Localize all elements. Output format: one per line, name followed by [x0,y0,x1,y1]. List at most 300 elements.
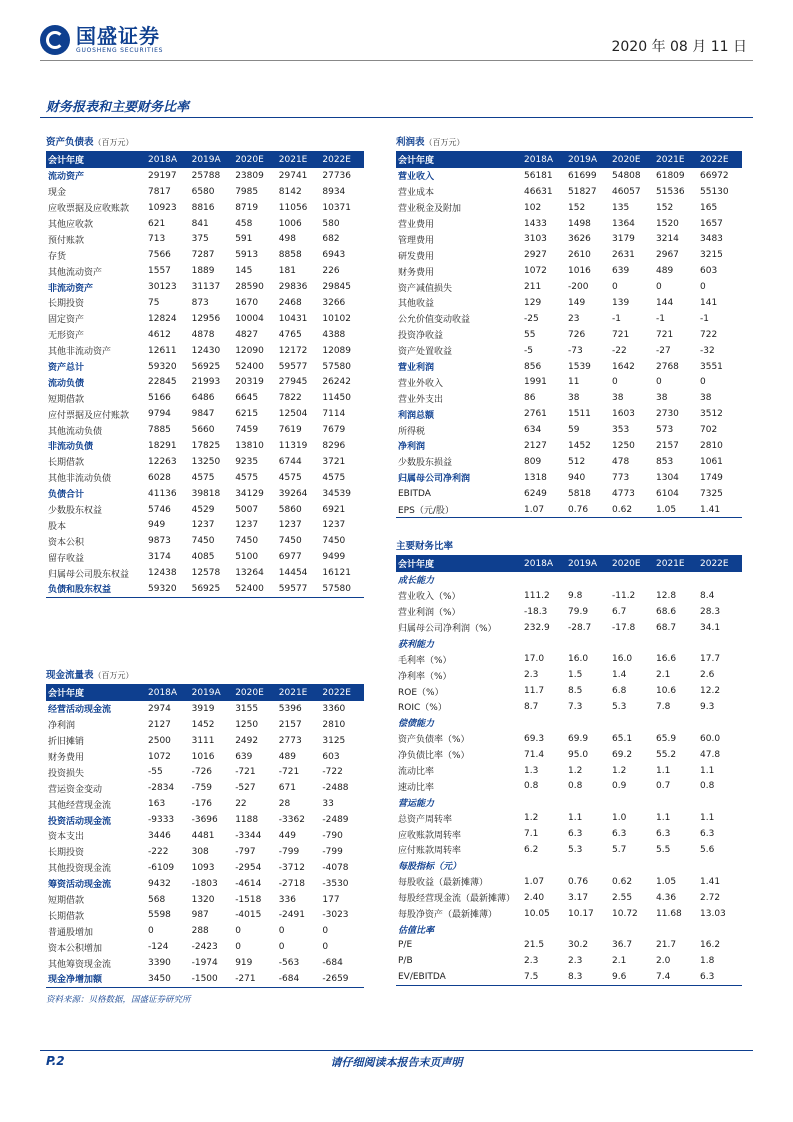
value-cell: -2834 [148,783,175,794]
value-cell: 29845 [322,282,352,293]
value-cell: 4575 [191,472,215,483]
source-note: 资料来源：贝格数据，国盛证券研究所 [46,995,191,1005]
table-row [396,635,742,651]
value-cell [654,858,698,874]
row-label: 净利率（%） [398,671,452,682]
header-cell-year: 2021E [277,685,321,701]
value-cell: 7114 [322,409,346,420]
value-cell: 6.3 [656,829,671,840]
logo-name-cn: 国盛证券 [76,24,160,48]
value-cell: 56925 [190,581,234,597]
value-cell: 79.9 [568,606,589,617]
value-cell: 2773 [278,735,302,746]
value-cell: -1 [700,313,709,324]
value-cell: 38 [568,393,580,404]
value-cell: 7287 [191,250,215,261]
value-cell: 1304 [656,472,679,483]
table-row [396,200,742,216]
value-cell: 7.5 [522,969,566,985]
value-cell: 0.62 [612,876,633,887]
value-cell [522,715,566,731]
row-label: 利润总额 [398,410,435,421]
value-cell: 1237 [191,520,215,531]
value-cell: 489 [656,266,674,277]
value-cell: 1.05 [654,502,698,518]
value-cell [522,794,566,810]
table-row [396,216,742,232]
row-label: 非流动负债 [48,442,94,453]
value-cell: 1318 [524,472,547,483]
row-label: 存货 [48,251,67,262]
value-cell: 2.1 [656,670,671,681]
value-cell: 12824 [148,313,177,324]
value-cell: 2761 [524,409,547,420]
value-cell: 2127 [148,719,171,730]
value-cell: 1433 [524,218,547,229]
value-cell: 9.8 [568,590,583,601]
value-cell [610,572,654,588]
value-cell [698,715,742,731]
row-label: 营业税金及附加 [398,204,462,215]
value-cell: -3530 [322,878,349,889]
table-row [396,810,742,826]
value-cell: 6921 [322,504,346,515]
value-cell: 17825 [191,440,221,451]
value-cell: 4481 [191,830,215,841]
value-cell: 10431 [278,313,308,324]
value-cell: 55130 [700,186,729,197]
value-cell: 573 [656,425,674,436]
value-cell: 5007 [235,504,259,515]
table-row [46,939,364,955]
value-cell: -2423 [191,942,218,953]
value-cell: -11.2 [612,590,636,601]
value-cell: 61699 [568,170,597,181]
row-label: 其他应收款 [48,220,94,230]
value-cell [610,858,654,874]
table-row [396,620,742,636]
value-cell: 713 [148,234,166,245]
value-cell: 6215 [235,409,259,420]
table-row [46,907,364,923]
value-cell: 145 [235,266,253,277]
value-cell: -1803 [191,878,218,889]
value-cell: 12263 [148,456,177,467]
value-cell: -799 [322,846,343,857]
row-label: EBITDA [398,488,431,499]
value-cell: 5.3 [568,844,583,855]
table-row [396,247,742,263]
table-row [46,263,364,279]
value-cell: 8.7 [524,701,539,712]
row-label: 净利润 [48,721,76,732]
value-cell: 7.4 [654,969,698,985]
row-label: 偿债能力 [398,719,435,730]
header-cell-year: 2022E [698,152,742,168]
row-label: 负债和股东权益 [46,581,146,597]
value-cell: -200 [568,282,589,293]
value-cell: 0 [278,926,285,937]
value-cell [566,858,610,874]
value-cell: 47.8 [700,749,721,760]
value-cell: 34129 [235,488,264,499]
value-cell: 36.7 [612,940,633,951]
table-row [396,858,742,874]
table-row [46,733,364,749]
row-label: 营业收入（%） [398,592,461,603]
table-row [46,327,364,343]
value-cell: 10.05 [524,908,550,919]
table-row [46,502,364,518]
value-cell: 489 [278,751,296,762]
value-cell: 129 [524,297,542,308]
value-cell: 1.2 [568,765,583,776]
table-row [396,422,742,438]
value-cell: 2631 [612,250,635,261]
value-cell: 1.2 [612,765,627,776]
value-cell: -271 [233,971,277,987]
value-cell: 22845 [148,377,177,388]
value-cell: 8858 [278,250,302,261]
table-row [46,549,364,565]
value-cell: 809 [524,456,542,467]
value-cell: 2.6 [700,670,715,681]
value-cell: 16121 [322,568,352,579]
value-cell: 0.8 [568,781,583,792]
header-cell-year: 2022E [320,685,364,701]
value-cell [522,858,566,874]
balance-sheet-table [46,152,364,598]
value-cell: 3214 [656,234,679,245]
value-cell: 8719 [235,202,259,213]
row-label: 公允价值变动收益 [398,315,471,326]
table-row [396,747,742,763]
table-row [396,359,742,375]
value-cell: 3103 [524,234,547,245]
value-cell: 27736 [322,170,352,181]
value-cell [654,635,698,651]
row-label: 负债合计 [48,490,85,501]
value-cell [698,794,742,810]
value-cell: 773 [612,472,630,483]
table-row [396,374,742,390]
row-label: 应收票据及应收账款 [48,204,130,215]
value-cell: 1498 [568,218,591,229]
table-row [46,470,364,486]
table-row [46,780,364,796]
table-row [46,168,364,184]
header-cell-label: 会计年度 [46,152,146,168]
value-cell: 59320 [146,581,190,597]
value-cell: 4.36 [656,892,677,903]
header-cell-year: 2018A [146,152,190,168]
value-cell: 8.4 [700,590,715,601]
value-cell: 1093 [191,862,215,873]
table-row [46,828,364,844]
row-label: 应付票据及应付账款 [48,410,130,421]
value-cell: 6580 [191,186,215,197]
value-cell: 9873 [148,536,171,547]
value-cell: -17.8 [612,622,636,633]
value-cell: 38 [700,393,712,404]
header-cell-year: 2019A [566,152,610,168]
value-cell: 2468 [278,297,302,308]
value-cell: -1974 [191,958,218,969]
value-cell [654,921,698,937]
value-cell: 2810 [700,440,723,451]
table-row [396,699,742,715]
value-cell: 28590 [235,282,264,293]
value-cell: 6028 [148,472,171,483]
header-divider [40,60,753,61]
value-cell: -684 [322,958,343,969]
value-cell: 3919 [191,703,215,714]
value-cell: 6744 [278,456,302,467]
row-label: 总资产周转率 [398,814,453,825]
value-cell: 1.1 [656,765,671,776]
value-cell: -3344 [235,830,262,841]
table-row [396,572,742,588]
value-cell: 5913 [235,250,259,261]
value-cell: 3512 [700,409,723,420]
ratios-title-text: 主要财务比率 [396,541,454,552]
balance-sheet-block [46,135,364,598]
value-cell: -3712 [278,862,305,873]
header-cell-year: 2022E [320,152,364,168]
cash-flow-title [46,668,364,685]
value-cell: 4575 [278,472,302,483]
row-label: 少数股东损益 [398,458,453,469]
row-label: 研发费用 [398,251,435,262]
value-cell: 7459 [235,425,259,436]
value-cell: 12172 [278,345,308,356]
value-cell [610,921,654,937]
value-cell: 232.9 [524,622,550,633]
value-cell: 11319 [278,440,308,451]
table-row [396,168,742,184]
value-cell: 12.2 [700,686,721,697]
row-label: 估值比率 [398,925,435,936]
row-label: 营业外支出 [398,394,444,405]
value-cell: 144 [656,297,674,308]
value-cell: 1.41 [700,876,721,887]
value-cell: 9432 [148,878,171,889]
row-label: 其他非流动负债 [48,474,112,485]
row-label: 归属母公司净利润 [398,474,471,485]
value-cell: 5.7 [612,844,627,855]
value-cell [610,635,654,651]
income-statement-title-text: 利润表 [396,137,425,148]
row-label: 营业外收入 [398,378,444,389]
value-cell: 13810 [235,440,264,451]
value-cell: -73 [568,345,583,356]
value-cell: 86 [524,393,536,404]
value-cell [566,921,610,937]
value-cell: 449 [278,830,296,841]
value-cell: 2157 [278,719,302,730]
value-cell: 27945 [278,377,308,388]
table-row [46,374,364,390]
value-cell: 1.1 [568,813,583,824]
row-label: 流动比率 [398,767,435,778]
value-cell: 1.0 [612,813,627,824]
value-cell: 2.72 [700,892,721,903]
value-cell: 4612 [148,329,171,340]
value-cell: 6486 [191,393,215,404]
row-label: 其他投资现金流 [48,864,112,875]
table-row [46,892,364,908]
value-cell: 16.6 [656,654,677,665]
table-row [46,406,364,422]
value-cell: 21.7 [656,940,677,951]
value-cell: -176 [191,799,213,810]
value-cell: -27 [656,345,671,356]
value-cell [654,794,698,810]
value-cell: 3.17 [568,892,589,903]
table-row [46,517,364,533]
value-cell: 1250 [235,719,259,730]
value-cell: 1670 [235,297,259,308]
value-cell: 0.76 [568,876,589,887]
value-cell: 11 [568,377,580,388]
row-label: 资产总计 [48,363,85,374]
header-cell-year: 2021E [277,152,321,168]
value-cell: 3215 [700,250,723,261]
table-row [396,279,742,295]
row-label: 营运资金变动 [48,784,103,795]
value-cell: 69.9 [568,733,589,744]
row-label: 其他流动资产 [48,267,103,278]
value-cell: 3721 [322,456,346,467]
value-cell: -3696 [191,815,218,826]
value-cell: 56181 [524,170,553,181]
value-cell: 853 [656,456,674,467]
value-cell: 71.4 [524,749,545,760]
value-cell: 29741 [278,170,308,181]
table-row [396,295,742,311]
value-cell: 12.8 [656,590,677,601]
income-statement-table [396,152,742,518]
value-cell: 353 [612,425,630,436]
value-cell: 512 [568,456,586,467]
value-cell: 57580 [322,361,352,372]
logo-text [76,25,163,55]
value-cell: 69.2 [612,749,633,760]
value-cell: 5.6 [700,844,715,855]
header-cell-year: 2019A [190,685,234,701]
value-cell: 28 [278,799,291,810]
ratios-block [396,539,742,986]
row-label: 预付账款 [48,235,85,246]
value-cell: 139 [612,297,630,308]
company-logo [40,22,190,58]
value-cell: 1016 [191,751,215,762]
row-label: 应收账款周转率 [398,830,462,841]
value-cell: 9794 [148,409,171,420]
table-row [396,438,742,454]
value-cell: 639 [235,751,253,762]
row-label: 资本公积增加 [48,943,103,954]
value-cell: 7885 [148,425,171,436]
row-label: 无形资产 [48,331,85,342]
row-label: 每股指标（元） [398,862,462,873]
value-cell: 29197 [148,170,177,181]
value-cell: 5.3 [612,701,627,712]
balance-sheet-title-text: 资产负债表 [46,137,94,148]
value-cell: 61809 [656,170,685,181]
table-row [46,533,364,549]
value-cell: 9.3 [700,701,715,712]
value-cell: 4765 [278,329,302,340]
value-cell: 987 [191,910,209,921]
row-label: 应付账款周转率 [398,846,462,857]
value-cell: 7450 [191,536,215,547]
value-cell: 2.40 [524,892,545,903]
table-row [46,390,364,406]
value-cell: 1642 [612,361,635,372]
row-label: 留存收益 [48,553,85,564]
value-cell [654,715,698,731]
value-cell: 568 [148,894,166,905]
value-cell: 3450 [146,971,190,987]
section-title: 财务报表和主要财务比率 [46,100,190,115]
row-label: 非流动资产 [48,283,94,294]
value-cell: 46631 [524,186,553,197]
table-row [46,971,364,987]
table-row [396,406,742,422]
value-cell: 4575 [235,472,259,483]
value-cell: 8296 [322,440,346,451]
value-cell: 6249 [524,488,547,499]
value-cell: 3551 [700,361,723,372]
value-cell: -790 [322,830,343,841]
value-cell: -759 [191,783,213,794]
table-row [46,844,364,860]
ratios-table [396,556,742,986]
value-cell: 2.3 [524,670,539,681]
value-cell: 12504 [278,409,308,420]
value-cell: 721 [612,329,630,340]
value-cell: -2489 [322,815,349,826]
value-cell: 2127 [524,440,547,451]
value-cell: 4773 [612,488,635,499]
value-cell: 7619 [278,425,302,436]
value-cell: 3626 [568,234,591,245]
row-label: 筹资活动现金流 [48,880,112,891]
value-cell: 1657 [700,218,723,229]
value-cell: 52400 [233,581,277,597]
table-row [46,796,364,812]
table-row [396,651,742,667]
table-row [46,359,364,375]
table-row [46,749,364,765]
value-cell: 66972 [700,170,729,181]
value-cell: 0 [700,377,706,388]
value-cell: 31137 [191,282,221,293]
table-row [46,717,364,733]
row-label: 资产处置收益 [398,347,453,358]
value-cell: 702 [700,425,718,436]
value-cell: 580 [322,218,340,229]
value-cell: 4388 [322,329,346,340]
value-cell [698,921,742,937]
value-cell: 375 [191,234,209,245]
value-cell: 13250 [191,456,221,467]
value-cell: 10102 [322,313,352,324]
ratios-title [396,539,742,556]
value-cell: 1.3 [524,765,539,776]
value-cell: 59577 [278,361,308,372]
